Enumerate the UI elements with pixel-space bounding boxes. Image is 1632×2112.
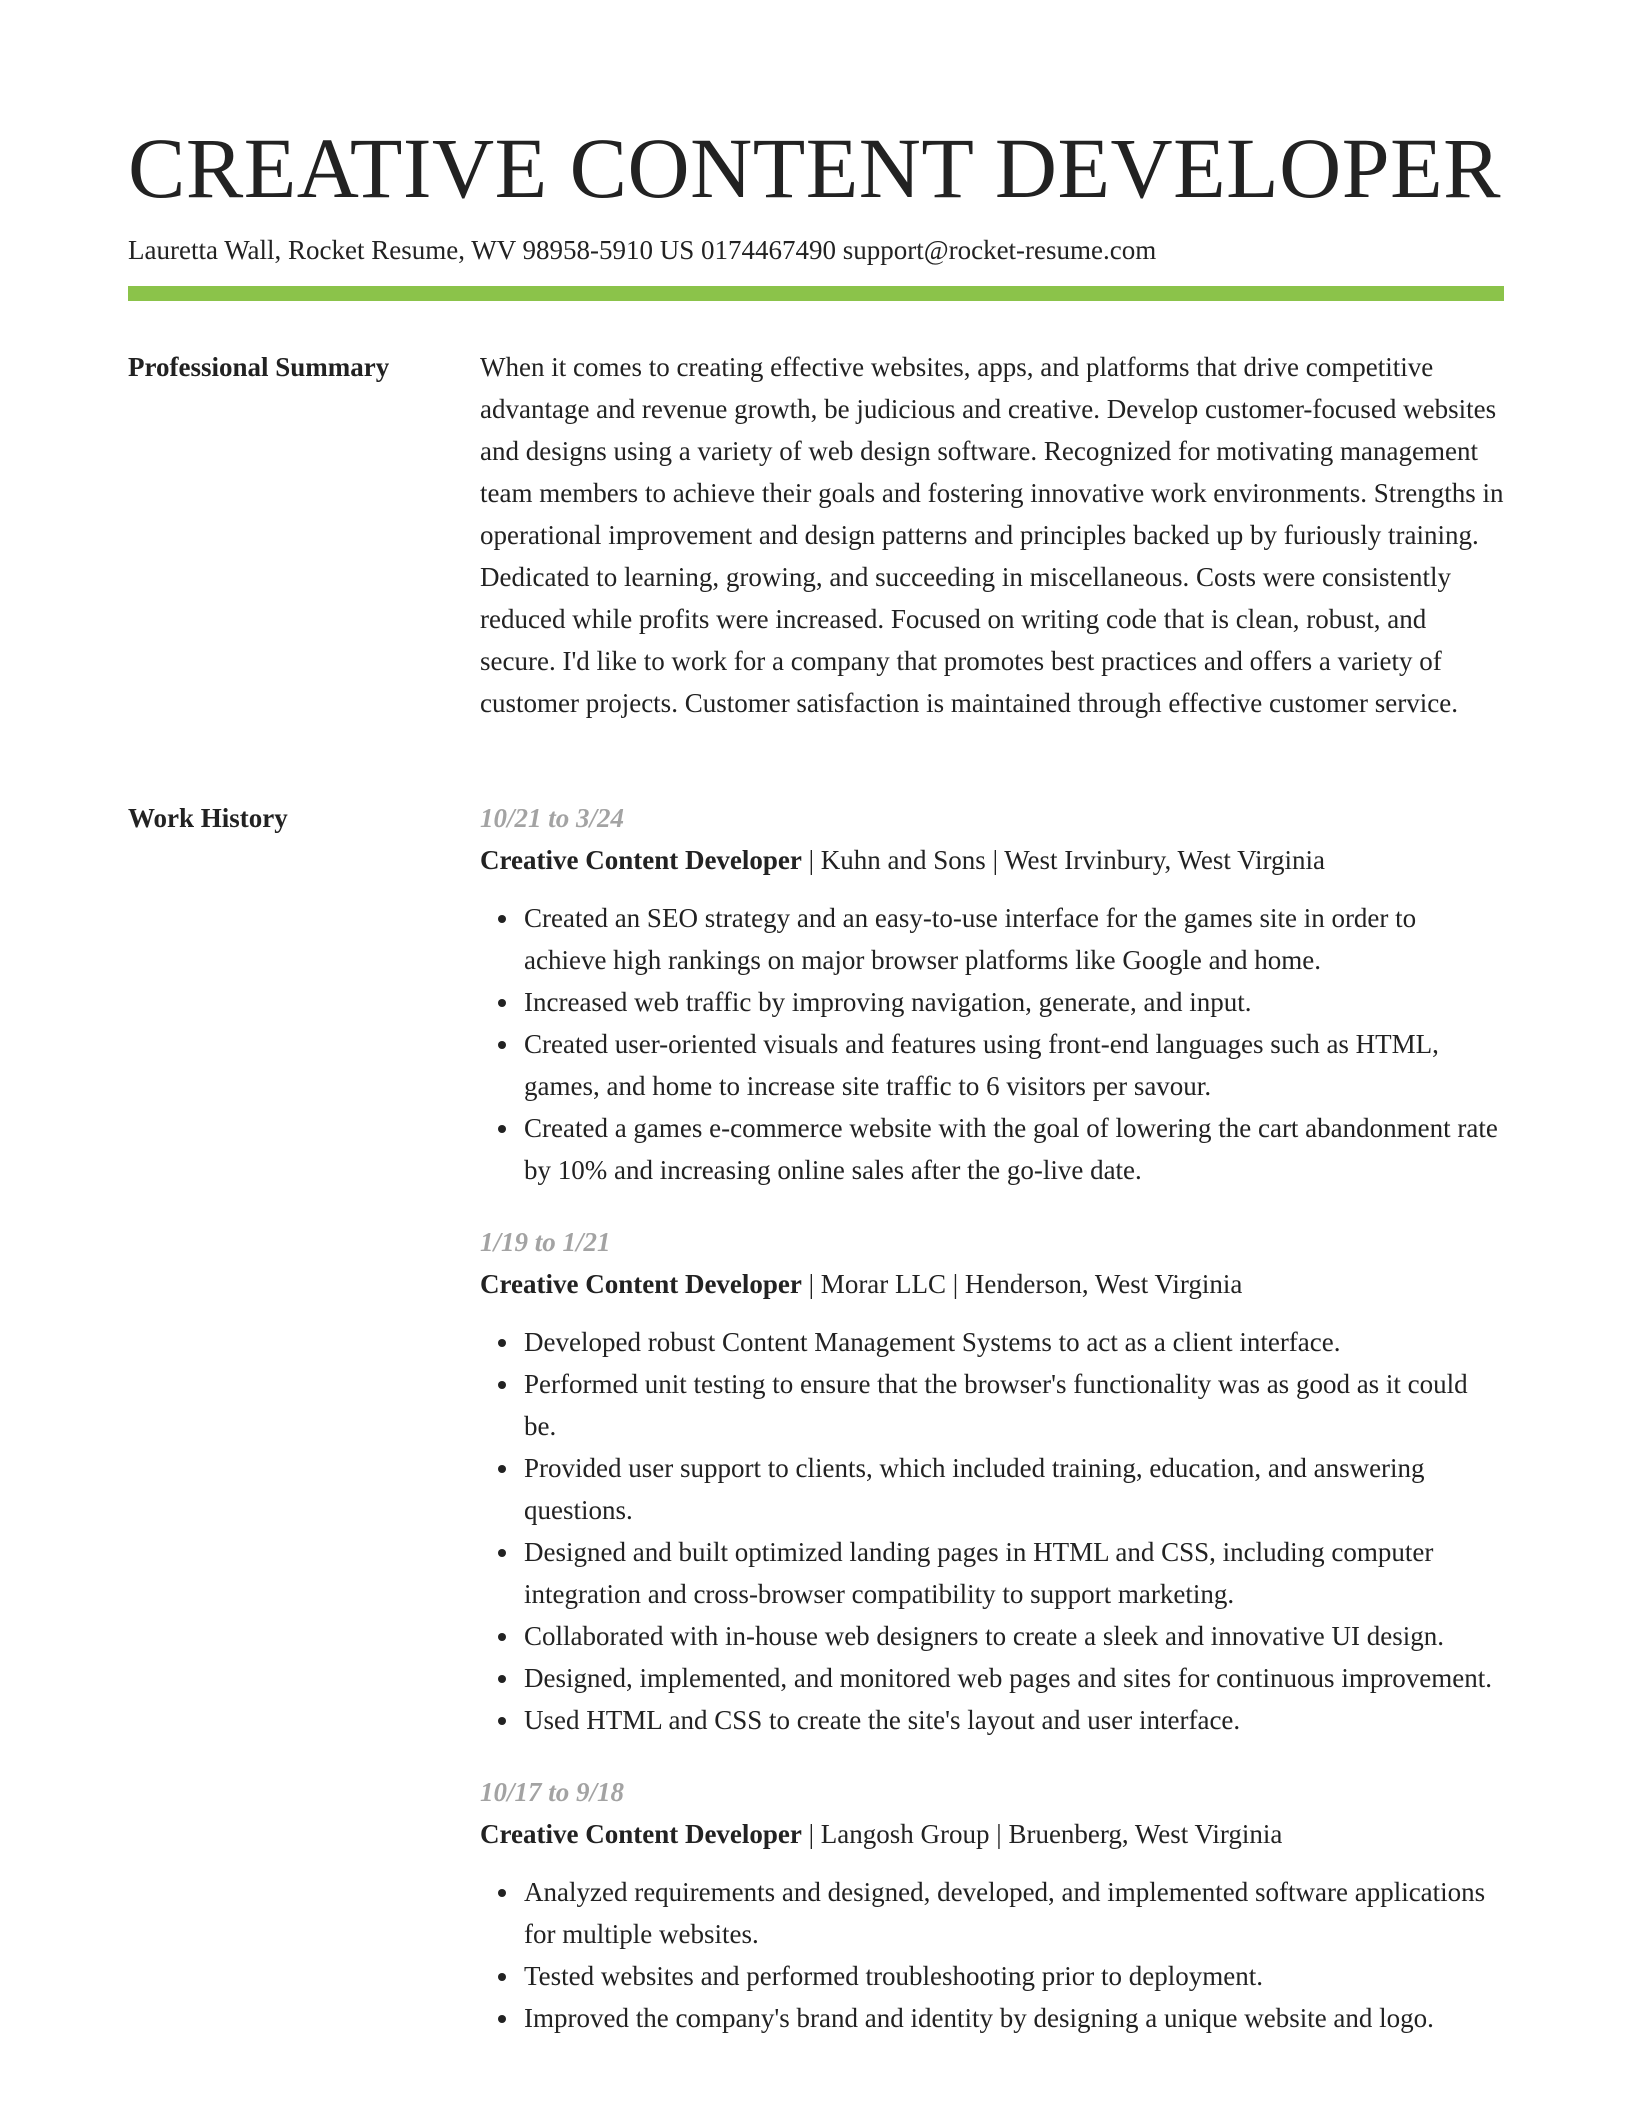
job-dates: 10/17 to 9/18 — [480, 1777, 625, 1807]
job-heading — [480, 1263, 1504, 1305]
contact-line: Lauretta Wall, Rocket Resume, WV 98958-5910 US 0174467490 support@rocket-resume.com — [128, 235, 1157, 265]
summary-body — [480, 346, 1504, 724]
job-bullet: Collaborated with in-house web designers to create a sleek and innovative UI design. — [480, 1615, 1504, 1657]
job-bullet: Performed unit testing to ensure that the browser's functionality was as good as it could be. — [480, 1363, 1504, 1447]
summary-text: When it comes to creating effective websites, apps, and platforms that drive competitive advantage and revenue growth, be judicious and creative. Develop customer-focused websites and designs using a variety of web design software. Recognized for motivating management team members to achieve their goals and fostering innovative work environments. Strengths in operational improvement and design patterns and principles backed up by furiously training. Dedicated to learning, growing, and succeeding in miscellaneous. Costs were consistently reduced while profits were increased. Focused on writing code that is clean, robust, and secure. I'd like to work for a company that promotes best practices and offers a variety of customer projects. Customer satisfaction is maintained through effective customer service. — [480, 352, 1504, 718]
job-title: Creative Content Developer — [480, 1819, 802, 1849]
section-label-work-history: Work History — [128, 803, 288, 833]
job-employer-location: | Kuhn and Sons | West Irvinbury, West Virginia — [801, 845, 1325, 875]
job-title: Creative Content Developer — [480, 845, 802, 875]
job-heading — [480, 839, 1504, 881]
job-heading — [480, 1813, 1504, 1855]
job-entry — [480, 1771, 1504, 2039]
job-dates: 1/19 to 1/21 — [480, 1227, 611, 1257]
section-label-professional-summary: Professional Summary — [128, 352, 390, 382]
job-entry — [480, 1221, 1504, 1741]
job-bullet: Designed, implemented, and monitored web pages and sites for continuous improvement. — [480, 1657, 1504, 1699]
job-bullet-list — [480, 897, 1504, 1191]
job-bullet: Designed and built optimized landing pages in HTML and CSS, including computer integration and cross-browser compatibility to support marketing. — [480, 1531, 1504, 1615]
job-bullet: Created user-oriented visuals and features using front-end languages such as HTML, games, and home to increase site traffic to 6 visitors per savour. — [480, 1023, 1504, 1107]
job-bullet: Created a games e-commerce website with the goal of lowering the cart abandonment rate by 10% and increasing online sales after the go-live date. — [480, 1107, 1504, 1191]
job-employer-location: | Langosh Group | Bruenberg, West Virginia — [801, 1819, 1283, 1849]
job-bullet: Increased web traffic by improving navigation, generate, and input. — [480, 981, 1504, 1023]
job-bullet: Developed robust Content Management Systems to act as a client interface. — [480, 1321, 1504, 1363]
job-bullet: Improved the company's brand and identity by designing a unique website and logo. — [480, 1997, 1504, 2039]
job-bullet-list — [480, 1871, 1504, 2039]
job-bullet: Created an SEO strategy and an easy-to-use interface for the games site in order to achieve high rankings on major browser platforms like Google and home. — [480, 897, 1504, 981]
job-bullet: Used HTML and CSS to create the site's layout and user interface. — [480, 1699, 1504, 1741]
job-title: Creative Content Developer — [480, 1269, 802, 1299]
job-bullet: Tested websites and performed troubleshooting prior to deployment. — [480, 1955, 1504, 1997]
accent-divider — [128, 286, 1504, 301]
work-history-body — [480, 797, 1504, 2069]
job-bullet-list — [480, 1321, 1504, 1741]
resume-title: CREATIVE CONTENT DEVELOPER — [128, 120, 1502, 216]
job-dates: 10/21 to 3/24 — [480, 803, 625, 833]
job-employer-location: | Morar LLC | Henderson, West Virginia — [801, 1269, 1243, 1299]
job-entry — [480, 797, 1504, 1191]
job-bullet: Provided user support to clients, which included training, education, and answering questions. — [480, 1447, 1504, 1531]
job-bullet: Analyzed requirements and designed, developed, and implemented software applications for multiple websites. — [480, 1871, 1504, 1955]
